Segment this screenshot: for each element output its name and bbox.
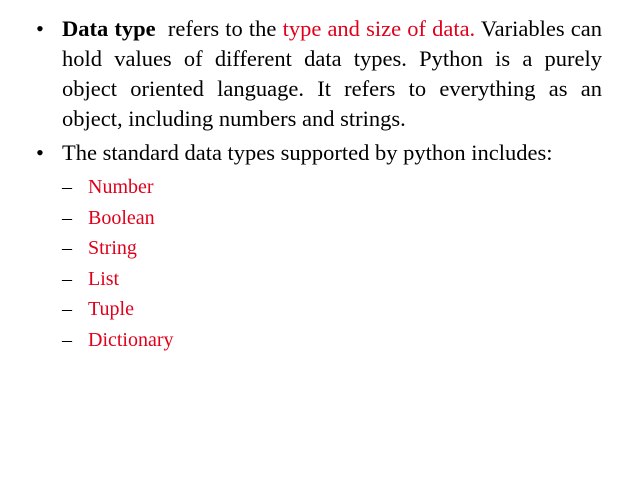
bullet-standard-types (36, 138, 602, 168)
data-type-label: String (88, 237, 137, 259)
data-type-label: Number (88, 176, 154, 198)
dash-icon: – (62, 328, 72, 351)
definition-highlight: type and size of data. (282, 16, 476, 41)
slide-content (36, 14, 602, 355)
list-item-list (62, 264, 602, 295)
definition-connector: refers to the (155, 16, 283, 41)
data-types-list (36, 172, 602, 355)
list-item-boolean (62, 203, 602, 234)
dash-icon: – (62, 298, 72, 320)
list-item-string (62, 233, 602, 264)
list-item-tuple (62, 294, 602, 325)
bullet-icon: • (36, 140, 44, 165)
dash-icon: – (62, 176, 72, 198)
standard-types-text: The standard data types supported by python includes: (62, 140, 553, 165)
data-type-label: Tuple (88, 298, 134, 320)
data-type-label: Dictionary (88, 328, 174, 351)
data-type-label: List (88, 267, 120, 290)
dash-icon: – (62, 267, 72, 290)
bullet-data-type-definition (36, 14, 602, 134)
dash-icon: – (62, 237, 72, 259)
term-data-type: Data type (62, 16, 156, 41)
bullet-icon: • (36, 16, 44, 41)
list-item-dictionary (62, 325, 602, 356)
list-item-number (62, 172, 602, 203)
definition-rest: Variables can hold values of different data types. Python is a purely object oriented language. It refers to everything as an object, including numbers and strings. (62, 16, 603, 131)
dash-icon: – (62, 206, 72, 229)
data-type-label: Boolean (88, 206, 155, 229)
